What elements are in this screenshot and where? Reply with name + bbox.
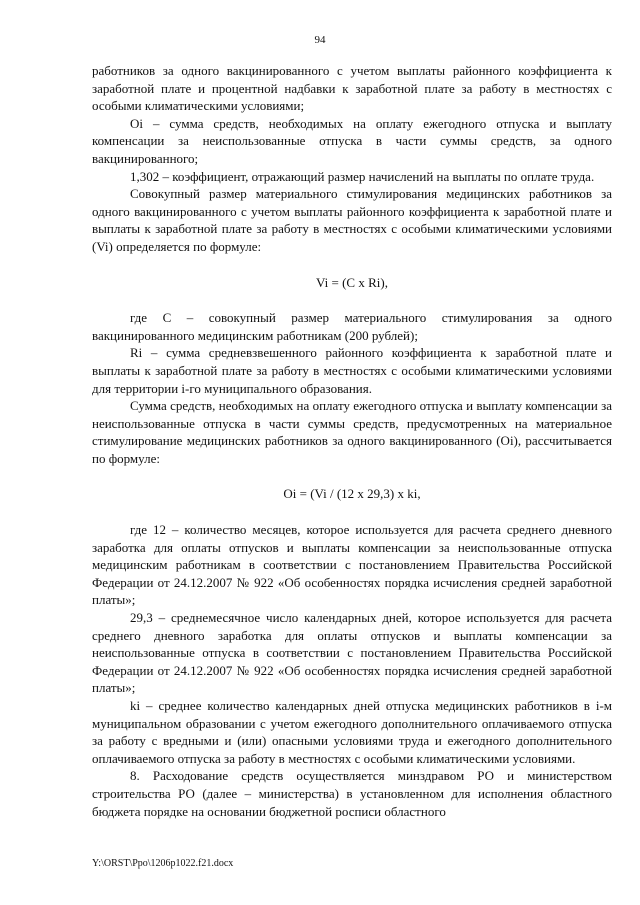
paragraph: где C – совокупный размер материального стимулирования за одного вакцинированного медицинским работникам (200 рублей); <box>92 310 612 343</box>
paragraph: Oi – сумма средств, необходимых на оплату ежегодного отпуска и выплату компенсации за неиспользованные отпуска в части суммы средств, за одного вакцинированного; <box>92 115 612 166</box>
formula-v: Vi = (C x Ri), <box>316 274 388 290</box>
paragraph: Ri – сумма средневзвешенного районного коэффициента к заработной плате и выплаты к заработной плате за работу в местностях с особыми климатическими условиями для территории i-го муниципального образования. <box>92 345 612 396</box>
paragraph: где 12 – количество месяцев, которое используется для расчета среднего дневного заработка для оплаты отпусков и выплаты компенсации за неиспользованные отпуска медицинским работникам в соответствии с постановлением Правительства Российской Федерации от 24.12.2007 № 922 «Об особенностях порядка исчисления средней заработной платы»; <box>92 522 612 608</box>
document-body <box>92 62 612 820</box>
paragraph: ki – среднее количество календарных дней отпуска медицинских работников в i-м муниципальном образовании с учетом ежегодного дополнительного оплачиваемого отпуска за работу с вредными и (или) опасными условиями труда и ежегодного дополнительного оплачиваемого отпуска за работу в местностях с особыми климатическими условиями. <box>92 698 612 766</box>
paragraph: 1,302 – коэффициент, отражающий размер начислений на выплаты по оплате труда. <box>130 168 595 184</box>
paragraph: Сумма средств, необходимых на оплату ежегодного отпуска и выплату компенсации за неиспользованные отпуска в части суммы средств, предусмотренных на материальное стимулирование медицинских работников за одного вакцинированного (Oi), рассчитывается по формуле: <box>92 398 612 466</box>
paragraph: работников за одного вакцинированного с учетом выплаты районного коэффициента к заработной плате и процентной надбавки к заработной плате за работу в местностях с особыми климатическими условиями; <box>92 63 612 114</box>
page-number: 94 <box>314 34 326 46</box>
formula-o: Oi = (Vi / (12 x 29,3) x ki, <box>283 486 421 502</box>
file-path-footer: Y:\ORST\Ppo\1206p1022.f21.docx <box>92 858 234 869</box>
paragraph: 8. Расходование средств осуществляется минздравом РО и министерством строительства РО (далее – министерства) в установленном для исполнения областного бюджета порядке на основании бюджетной росписи областного <box>92 768 612 819</box>
paragraph: Совокупный размер материального стимулирования медицинских работников за одного вакцинированного с учетом выплаты районного коэффициента к заработной плате и выплаты к заработной плате за работу в местностях с особыми климатическими условиями (Vi) определяется по формуле: <box>92 186 612 254</box>
paragraph: 29,3 – среднемесячное число календарных дней, которое используется для расчета среднего дневного заработка для оплаты отпусков и выплаты компенсации за неиспользованные отпуска в соответствии с постановлением Правительства Российской Федерации от 24.12.2007 № 922 «Об особенностях порядка исчисления средней заработной платы»; <box>92 610 612 696</box>
